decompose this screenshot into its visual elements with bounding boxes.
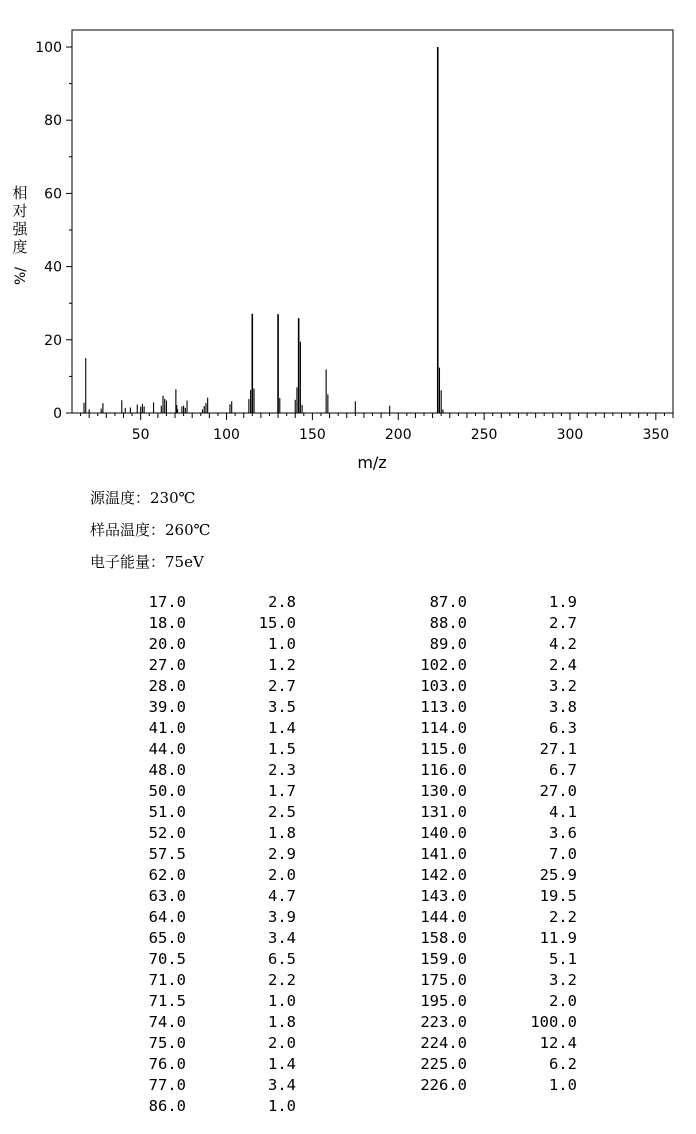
intensity-cell: 2.3: [268, 761, 296, 779]
intensity-cell: 4.7: [268, 887, 296, 905]
intensity-cell: 3.8: [549, 698, 577, 716]
mz-cell: 48.0: [148, 761, 186, 779]
intensity-cell: 1.2: [268, 656, 296, 674]
intensity-cell: 3.2: [549, 971, 577, 989]
intensity-cell: 1.0: [268, 992, 296, 1010]
mz-cell: 140.0: [420, 824, 467, 842]
mz-cell: 75.0: [148, 1034, 186, 1052]
mz-cell: 223.0: [420, 1013, 467, 1031]
mz-cell: 142.0: [420, 866, 467, 884]
intensity-cell: 1.9: [549, 593, 577, 611]
y-axis-label: [12, 184, 29, 285]
x-tick-label: 350: [642, 427, 670, 443]
x-tick-label: 300: [556, 427, 584, 443]
mz-cell: 114.0: [420, 719, 467, 737]
x-axis-label: m/z: [357, 453, 387, 472]
mz-cell: 57.5: [148, 845, 186, 863]
intensity-cell: 2.0: [268, 1034, 296, 1052]
mz-cell: 64.0: [148, 908, 186, 926]
mz-cell: 20.0: [148, 635, 186, 653]
mz-cell: 77.0: [148, 1076, 186, 1094]
intensity-cell: 2.2: [268, 971, 296, 989]
table-right-mz-column: [395, 592, 467, 1096]
mz-cell: 195.0: [420, 992, 467, 1010]
mz-cell: 130.0: [420, 782, 467, 800]
mz-cell: 51.0: [148, 803, 186, 821]
mz-cell: 115.0: [420, 740, 467, 758]
intensity-cell: 6.5: [268, 950, 296, 968]
x-tick-label: 150: [299, 427, 326, 443]
mz-cell: 141.0: [420, 845, 467, 863]
intensity-cell: 27.0: [539, 782, 577, 800]
intensity-cell: 1.8: [268, 824, 296, 842]
mz-cell: 18.0: [148, 614, 186, 632]
intensity-cell: 1.0: [268, 635, 296, 653]
intensity-cell: 3.9: [268, 908, 296, 926]
intensity-cell: 2.7: [268, 677, 296, 695]
mz-cell: 116.0: [420, 761, 467, 779]
mz-cell: 225.0: [420, 1055, 467, 1073]
y-tick-label: 60: [44, 186, 62, 203]
y-tick-label: 80: [44, 113, 62, 130]
y-tick-label: 0: [53, 406, 62, 422]
mz-cell: 102.0: [420, 656, 467, 674]
mass-spectrum-chart: [0, 0, 696, 480]
intensity-cell: 1.0: [268, 1097, 296, 1115]
y-label-unit: %/: [13, 266, 29, 286]
mz-cell: 103.0: [420, 677, 467, 695]
intensity-cell: 2.0: [549, 992, 577, 1010]
mz-cell: 76.0: [148, 1055, 186, 1073]
y-tick-label: 40: [44, 259, 62, 276]
mz-cell: 131.0: [420, 803, 467, 821]
intensity-cell: 3.4: [268, 929, 296, 947]
intensity-cell: 6.3: [549, 719, 577, 737]
intensity-cell: 4.1: [549, 803, 577, 821]
mz-cell: 62.0: [148, 866, 186, 884]
intensity-cell: 5.1: [549, 950, 577, 968]
intensity-cell: 3.6: [549, 824, 577, 842]
mz-cell: 71.0: [148, 971, 186, 989]
intensity-cell: 4.2: [549, 635, 577, 653]
mz-cell: 226.0: [420, 1076, 467, 1094]
intensity-cell: 15.0: [258, 614, 296, 632]
table-left-intensity-column: [230, 592, 296, 1117]
intensity-cell: 12.4: [539, 1034, 577, 1052]
sample-temperature: 样品温度：260℃: [90, 521, 211, 539]
y-tick-label: 20: [44, 332, 62, 349]
x-tick-label: 250: [470, 427, 498, 443]
mz-cell: 41.0: [148, 719, 186, 737]
intensity-cell: 1.7: [268, 782, 296, 800]
electron-energy: 电子能量：75eV: [90, 553, 204, 571]
mz-cell: 224.0: [420, 1034, 467, 1052]
y-label-char: 强: [12, 220, 28, 238]
intensity-cell: 3.2: [549, 677, 577, 695]
mz-cell: 39.0: [148, 698, 186, 716]
intensity-cell: 2.7: [549, 614, 577, 632]
intensity-cell: 100.0: [530, 1013, 577, 1031]
x-tick-label: 200: [384, 427, 412, 443]
intensity-cell: 6.7: [549, 761, 577, 779]
intensity-cell: 19.5: [539, 887, 577, 905]
mz-cell: 88.0: [429, 614, 467, 632]
mz-cell: 113.0: [420, 698, 467, 716]
mz-cell: 52.0: [148, 824, 186, 842]
intensity-cell: 2.5: [268, 803, 296, 821]
y-label-char: 相: [12, 184, 28, 202]
mz-cell: 159.0: [420, 950, 467, 968]
mz-cell: 70.5: [148, 950, 186, 968]
intensity-cell: 7.0: [549, 845, 577, 863]
mz-cell: 63.0: [148, 887, 186, 905]
mz-cell: 44.0: [148, 740, 186, 758]
table-right-intensity-column: [505, 592, 577, 1096]
mz-cell: 89.0: [429, 635, 467, 653]
intensity-cell: 2.8: [268, 593, 296, 611]
intensity-cell: 1.4: [268, 719, 296, 737]
intensity-cell: 1.0: [549, 1076, 577, 1094]
mz-cell: 175.0: [420, 971, 467, 989]
table-left-mz-column: [120, 592, 186, 1117]
mz-cell: 143.0: [420, 887, 467, 905]
mz-cell: 87.0: [429, 593, 467, 611]
intensity-cell: 2.0: [268, 866, 296, 884]
y-label-char: 对: [12, 202, 28, 220]
x-tick-label: 50: [131, 427, 150, 443]
mz-cell: 28.0: [148, 677, 186, 695]
source-temperature: 源温度：230℃: [90, 489, 196, 507]
intensity-cell: 1.5: [268, 740, 296, 758]
mz-cell: 50.0: [148, 782, 186, 800]
intensity-cell: 2.9: [268, 845, 296, 863]
intensity-cell: 11.9: [539, 929, 577, 947]
mz-cell: 74.0: [148, 1013, 186, 1031]
mz-cell: 71.5: [148, 992, 186, 1010]
intensity-cell: 3.4: [268, 1076, 296, 1094]
mz-cell: 27.0: [148, 656, 186, 674]
y-label-char: 度: [12, 238, 28, 256]
intensity-cell: 25.9: [539, 866, 577, 884]
mz-cell: 17.0: [148, 593, 186, 611]
intensity-cell: 2.4: [549, 656, 577, 674]
y-tick-label: 100: [35, 40, 62, 56]
mz-cell: 158.0: [420, 929, 467, 947]
mz-cell: 86.0: [148, 1097, 186, 1115]
x-tick-label: 100: [213, 427, 240, 443]
intensity-cell: 2.2: [549, 908, 577, 926]
intensity-cell: 27.1: [539, 740, 577, 758]
intensity-cell: 3.5: [268, 698, 296, 716]
intensity-cell: 6.2: [549, 1055, 577, 1073]
mz-cell: 144.0: [420, 908, 467, 926]
intensity-cell: 1.8: [268, 1013, 296, 1031]
mz-cell: 65.0: [148, 929, 186, 947]
intensity-cell: 1.4: [268, 1055, 296, 1073]
plot-frame: [72, 30, 673, 413]
